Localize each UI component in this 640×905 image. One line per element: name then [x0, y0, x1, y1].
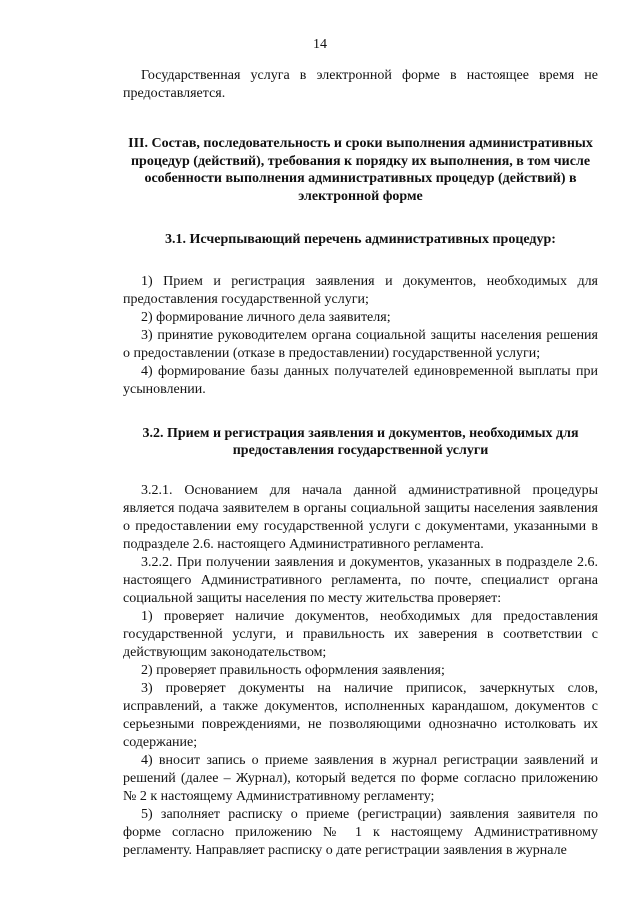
list-item: 2) проверяет правильность оформления заявления;: [141, 662, 445, 678]
checks-list: [123, 608, 598, 860]
section-3-heading: III. Состав, последовательность и сроки выполнения административных процедур (действий), требования к порядку их выполнения, в том числе особенности выполнения административных процедур (действий) в электронной форме: [128, 136, 593, 204]
list-item: 2) формирование личного дела заявителя;: [141, 309, 391, 325]
procedures-list: [123, 273, 598, 399]
list-item: 5) заполняет расписку о приеме (регистрации) заявления заявителя по форме согласно приложению № 1 к настоящему Административному регламенту. Направляет расписку о дате регистрации заявления в журнале: [123, 806, 598, 858]
list-item: 4) вносит запись о приеме заявления в журнал регистрации заявлений и решений (далее – Журнал), который ведется по форме согласно приложению № 2 к настоящему Административному регламенту;: [123, 752, 598, 804]
paragraph-3-2-1: 3.2.1. Основанием для начала данной административной процедуры является подача заявителем в органы социальной защиты населения заявления о предоставлении ему государственной услуги с документами, указанными в подразделе 2.6. настоящего Административного регламента.: [123, 482, 598, 552]
list-item: 4) формирование базы данных получателей единовременной выплаты при усыновлении.: [123, 363, 598, 397]
subsection-3-2-heading: 3.2. Прием и регистрация заявления и документов, необходимых для предоставления государственной услуги: [142, 425, 579, 458]
page-number: 14: [313, 37, 327, 52]
paragraph-3-2-2: 3.2.2. При получении заявления и документов, указанных в подразделе 2.6. настоящего Административного регламента, по почте, специалист органа социальной защиты населения по месту жительства проверяет:: [123, 554, 598, 606]
list-item: 3) принятие руководителем органа социальной защиты населения решения о предоставлении (отказе в предоставлении) государственной услуги;: [123, 327, 598, 361]
page-body: [123, 67, 598, 860]
subsection-3-1-heading: 3.1. Исчерпывающий перечень административных процедур:: [165, 232, 556, 247]
list-item: 1) проверяет наличие документов, необходимых для предоставления государственной услуги, и правильность их заверения в соответствии с действующим законодательством;: [123, 608, 598, 660]
list-item: 1) Прием и регистрация заявления и документов, необходимых для предоставления государственной услуги;: [123, 273, 598, 307]
list-item: 3) проверяет документы на наличие приписок, зачеркнутых слов, исправлений, а также документов, исполненных карандашом, документов с серьезными повреждениями, не позволяющими однозначно истолковать их содержание;: [123, 680, 598, 750]
intro-paragraph: Государственная услуга в электронной форме в настоящее время не предоставляется.: [123, 68, 598, 101]
